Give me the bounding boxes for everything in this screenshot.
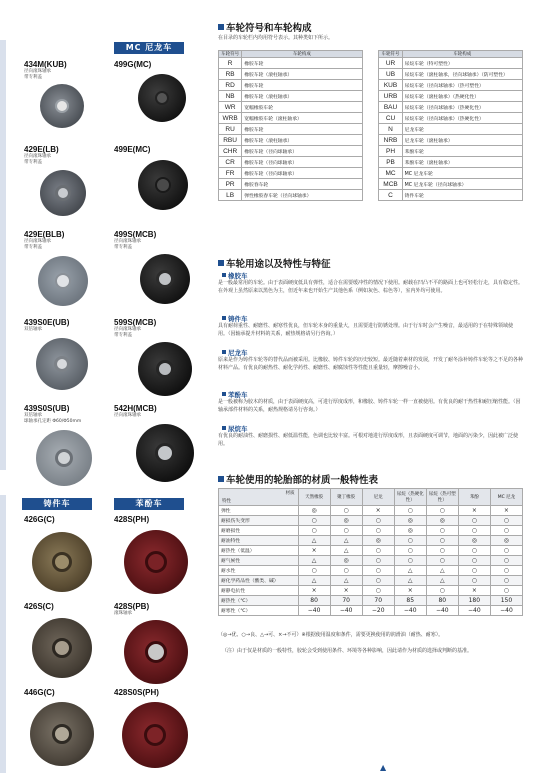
symbol-row xyxy=(219,135,523,146)
symbol-row xyxy=(219,157,523,168)
rating-cell: ○ xyxy=(426,526,458,536)
rating-cell: △ xyxy=(426,566,458,576)
usage-title xyxy=(218,256,331,270)
symbol-desc: 弹性橡胶春车轮（径向球轴承） xyxy=(242,190,362,201)
rating-cell: × xyxy=(458,586,490,596)
product-code: 599S(MCB) xyxy=(114,318,157,327)
rating-cell: ○ xyxy=(458,546,490,556)
rating-cell: ○ xyxy=(458,566,490,576)
usage-title-text: 车轮用途以及特性与特征 xyxy=(226,259,331,270)
material-row xyxy=(219,586,523,596)
product-note: 径向滚珠轴承 xyxy=(24,69,51,74)
wheel-image xyxy=(36,430,92,486)
product-code: 542H(MCB) xyxy=(114,404,157,413)
symbol-code: URB xyxy=(379,91,402,102)
symbol-desc: MC 尼龙车轮 xyxy=(402,168,522,179)
product-code: 428S(PB) xyxy=(114,602,150,611)
square-bullet-icon xyxy=(222,426,226,430)
symbol-code: NB xyxy=(219,91,242,102)
property-name: 耐磨损性 xyxy=(219,526,299,536)
material-row xyxy=(219,556,523,566)
symbol-desc: 尿烷车轮（滚柱轴承，径向球轴承）（防可塑性） xyxy=(402,69,522,80)
rating-cell: △ xyxy=(298,536,330,546)
rating-cell: 180 xyxy=(458,596,490,606)
rating-cell: ◎ xyxy=(394,516,426,526)
rating-cell: ○ xyxy=(362,556,394,566)
symbol-code: UB xyxy=(379,69,402,80)
symbol-row xyxy=(219,91,523,102)
product-note: 带专利盖 xyxy=(24,245,42,250)
rating-cell: ○ xyxy=(490,546,522,556)
product-code: 428S(PH) xyxy=(114,515,150,524)
product-499s[interactable] xyxy=(114,230,214,251)
corner-top: 材质 xyxy=(285,491,295,496)
symbol-code: RBU xyxy=(219,135,242,146)
rating-cell: ○ xyxy=(362,546,394,556)
product-code: 429E(BLB) xyxy=(24,230,65,239)
material-row xyxy=(219,516,523,526)
product-code: 499G(MC) xyxy=(114,60,152,69)
product-542h[interactable] xyxy=(114,404,214,419)
symbol-code: N xyxy=(379,124,402,135)
wheel-image xyxy=(138,160,188,210)
rating-cell: × xyxy=(298,546,330,556)
symbol-desc: 尿烷车轮（径向球轴承）（热硬化性） xyxy=(402,113,522,124)
rating-cell: × xyxy=(394,586,426,596)
usage-urethane-text: 有优良的耐油性、耐磨损性、耐低温性能，色调也比较丰富。可根对地进行厚度成形，且表面硬度可调节，地面的污染少，因此被广泛使用。 xyxy=(218,433,519,447)
symbol-desc: 苯酚车轮 xyxy=(402,146,522,157)
square-bullet-icon xyxy=(222,350,226,354)
rating-cell: ○ xyxy=(426,546,458,556)
symbol-row xyxy=(219,80,523,91)
rating-cell: × xyxy=(330,586,362,596)
symbol-desc: 宽幅橡胶车轮（滚柱轴承） xyxy=(242,113,362,124)
usage-casting-text: 具有耐荷重性、耐磨性、耐寒性优良，但车轮本身的重量大，且需要进行防锈处理。由于行车时会产生噪音，最适用的于在特殊领域使用。（因轴承提升材料的关系，耐热规格请另行咨询。） xyxy=(218,323,514,337)
rating-cell: ○ xyxy=(426,536,458,546)
product-note: 双倍轴承 xyxy=(24,413,42,418)
symbols-table xyxy=(218,50,523,201)
symbol-row xyxy=(219,190,523,201)
corner-cell xyxy=(219,489,299,506)
symbol-code: CU xyxy=(379,113,402,124)
rating-cell: ○ xyxy=(490,566,522,576)
symbol-code: RD xyxy=(219,80,242,91)
symbol-row xyxy=(219,58,523,69)
materials-title xyxy=(218,472,378,486)
usage-name: 尼龙车 xyxy=(228,349,248,357)
symbol-code: CHR xyxy=(219,146,242,157)
col-symbol: 车轮符号 xyxy=(219,51,242,58)
usage-phenolic-text: 是一般被称为胶木的材质，由于表面硬度高，可进行厚度成形，和橡胶、铸件车轮一样一直被使用。有优良的耐干热性和耐压缩性能。（因轴承部件材料的关系，耐热规格请另行咨询。） xyxy=(218,399,521,413)
rating-cell: −40 xyxy=(394,606,426,616)
rating-cell: ○ xyxy=(394,506,426,516)
rating-cell: ○ xyxy=(362,526,394,536)
usage-nylon-text: 原来是作为铸件车轮等的替代品而被采用。比橡胶、铸件车轮的历史较短。最近随着素材的发展，开发了耐冬涂补铸件车轮等之不足的各种材料产品。有优良的耐热性、耐化学药性、耐磨性、耐腐蚀性等性能且重量轻，摩擦噪音小。 xyxy=(218,357,524,371)
materials-note: （注）由于仅是材质的一般特性，胶轮会受到使用条件、环境等各种影响，因此请作为材质的选择或判断的基准。 xyxy=(222,648,473,654)
symbol-row xyxy=(219,124,523,135)
square-bullet-icon xyxy=(218,24,224,30)
usage-name: 橡胶车 xyxy=(228,272,248,280)
product-note: 径向滚珠轴承 xyxy=(114,239,141,244)
wheel-image xyxy=(40,84,84,128)
property-name: 耐损伤失变形 xyxy=(219,516,299,526)
property-name: 耐化学药品性（酸类、碱） xyxy=(219,576,299,586)
product-code: 428S0S(PH) xyxy=(114,688,159,697)
symbol-code: R xyxy=(219,58,242,69)
rating-cell: ○ xyxy=(426,506,458,516)
usage-name: 铸件车 xyxy=(228,315,248,323)
material-row xyxy=(219,536,523,546)
wheel-image xyxy=(36,338,88,390)
usage-name: 苯酚车 xyxy=(228,391,248,399)
product-499g[interactable] xyxy=(114,60,214,69)
materials-title-text: 车轮使用的轮胎部的材质一般特性表 xyxy=(226,475,379,486)
usage-rubber-text: 是一般最常用的车轮。由于表面硬度低具有弹性，适合在需要缓冲性的情况下使用。耐载在凹凸不平的路面上也可轻松行走，具有稳定性。在外观上虽然原来以黑色为主，但近年来也开始生产其他色系（例如灰色、棕色等），室内外均可使用。 xyxy=(218,280,524,294)
product-446g[interactable] xyxy=(24,688,124,697)
symbol-row xyxy=(219,102,523,113)
rating-cell: ○ xyxy=(298,566,330,576)
product-code: 499S(MCB) xyxy=(114,230,157,239)
product-426g[interactable] xyxy=(24,515,124,524)
wheel-image xyxy=(136,424,194,482)
property-name: 弹性 xyxy=(219,506,299,516)
rating-cell: ○ xyxy=(394,556,426,566)
symbol-desc: 橡胶车轮 xyxy=(242,58,362,69)
rating-cell: −40 xyxy=(426,606,458,616)
symbol-code: NRB xyxy=(379,135,402,146)
rating-cell: ◎ xyxy=(298,506,330,516)
usage-name: 尿烷车 xyxy=(228,425,248,433)
property-name: 耐气候性 xyxy=(219,556,299,566)
product-code: 434M(KUB) xyxy=(24,60,67,69)
column-gap xyxy=(362,146,379,157)
rating-cell: ◎ xyxy=(394,526,426,536)
symbol-desc: 尼龙车轮 xyxy=(402,124,522,135)
rating-cell: ○ xyxy=(490,526,522,536)
product-code: 426S(C) xyxy=(24,602,54,611)
symbol-desc: 橡胶车轮（径向球轴承） xyxy=(242,157,362,168)
product-code: 429E(LB) xyxy=(24,145,59,154)
column-gap xyxy=(362,124,379,135)
product-428s-pb[interactable] xyxy=(114,602,214,617)
product-note: 径向滚珠轴承 xyxy=(114,413,141,418)
material-column-header: 聚丁橡胶 xyxy=(330,489,362,506)
corner-left: 特性 xyxy=(222,499,231,504)
product-note: 滚珠轴承 xyxy=(114,611,132,616)
material-row xyxy=(219,596,523,606)
symbol-desc: 尼龙车轮（滚柱轴承） xyxy=(402,135,522,146)
product-434m[interactable] xyxy=(24,60,124,81)
rating-cell: × xyxy=(298,586,330,596)
product-note: 径向滚珠轴承 xyxy=(24,239,51,244)
materials-table xyxy=(218,488,523,616)
symbol-desc: 宽幅橡胶车轮 xyxy=(242,102,362,113)
rating-cell: ○ xyxy=(458,526,490,536)
material-column-header: 苯酚 xyxy=(458,489,490,506)
material-row xyxy=(219,576,523,586)
column-gap xyxy=(362,102,379,113)
symbols-title-text: 车轮符号和车轮构成 xyxy=(226,23,312,34)
symbol-desc: 橡胶车轮 xyxy=(242,124,362,135)
product-code: 446G(C) xyxy=(24,688,55,697)
symbol-row xyxy=(219,69,523,80)
product-439s0s[interactable] xyxy=(24,404,124,425)
symbol-code: UR xyxy=(379,58,402,69)
rating-cell: ○ xyxy=(490,516,522,526)
rating-cell: △ xyxy=(330,536,362,546)
rating-cell: −40 xyxy=(298,606,330,616)
square-bullet-icon xyxy=(218,476,224,482)
material-column-header: 尿烷（热可塑性） xyxy=(426,489,458,506)
rating-cell: △ xyxy=(298,576,330,586)
material-row xyxy=(219,526,523,536)
product-note: 径向滚珠轴承 xyxy=(114,327,141,332)
rating-cell: ○ xyxy=(426,556,458,566)
mc-nylon-header: MC 尼龙车 xyxy=(114,42,184,54)
page-mark-icon: ▲ xyxy=(380,763,387,772)
column-gap xyxy=(362,135,379,146)
rating-cell: −40 xyxy=(490,606,522,616)
wheel-image xyxy=(138,74,186,122)
product-428s-ph[interactable] xyxy=(114,515,214,524)
symbol-desc: 尿烷车轮（特可塑性） xyxy=(402,58,522,69)
symbol-desc: 尿烷车轮（径向球轴承）（热硬化性） xyxy=(402,102,522,113)
property-name: 耐热性（℃） xyxy=(219,596,299,606)
symbol-desc: MC 尼龙车轮（径向球轴承） xyxy=(402,179,522,190)
materials-legend: （◎→优、○→良、△→可、×→不可）※根据使用温度和条件，需要更换使用的润滑油（耐热、耐寒）。 xyxy=(218,632,444,638)
rating-cell: ○ xyxy=(490,556,522,566)
rating-cell: ○ xyxy=(458,516,490,526)
material-row xyxy=(219,566,523,576)
property-name: 耐热性（低温） xyxy=(219,546,299,556)
rating-cell: ◎ xyxy=(330,556,362,566)
symbol-desc: 铸件车轮 xyxy=(402,190,522,201)
symbol-code: C xyxy=(379,190,402,201)
material-column-header: 尿烷（热硬化性） xyxy=(394,489,426,506)
column-gap xyxy=(362,91,379,102)
product-426s[interactable] xyxy=(24,602,124,611)
rating-cell: △ xyxy=(330,546,362,556)
rating-cell: ○ xyxy=(394,536,426,546)
rating-cell: ○ xyxy=(490,576,522,586)
rating-cell: ○ xyxy=(394,546,426,556)
product-note: 双倍轴承 xyxy=(24,327,42,332)
column-gap xyxy=(362,113,379,124)
product-note: 带专利盖 xyxy=(24,160,42,165)
rating-cell: ◎ xyxy=(490,536,522,546)
symbol-code: LB xyxy=(219,190,242,201)
material-row xyxy=(219,606,523,616)
symbol-desc: 苯酚车轮（滚柱轴承） xyxy=(402,157,522,168)
rating-cell: ○ xyxy=(458,576,490,586)
symbol-code: WRB xyxy=(219,113,242,124)
rating-cell: ◎ xyxy=(330,516,362,526)
material-row xyxy=(219,506,523,516)
product-code: 439S0S(UB) xyxy=(24,404,70,413)
rating-cell: 150 xyxy=(490,596,522,606)
wheel-image xyxy=(138,342,192,396)
product-599s[interactable] xyxy=(114,318,214,339)
wheel-image xyxy=(32,618,92,678)
rating-cell: ◎ xyxy=(458,536,490,546)
material-column-header: 尼龙 xyxy=(362,489,394,506)
product-429e-lb[interactable] xyxy=(24,145,124,166)
rating-cell: 80 xyxy=(298,596,330,606)
wheel-image xyxy=(40,170,86,216)
rating-cell: ○ xyxy=(330,566,362,576)
rating-cell: × xyxy=(362,506,394,516)
property-name: 耐油特性 xyxy=(219,536,299,546)
symbols-title xyxy=(218,20,312,34)
rating-cell: ○ xyxy=(426,586,458,596)
rating-cell: ○ xyxy=(362,566,394,576)
rating-cell: ◎ xyxy=(426,516,458,526)
wheel-image xyxy=(32,532,92,592)
rating-cell: ○ xyxy=(362,516,394,526)
product-428s0s[interactable] xyxy=(114,688,214,697)
symbol-code: WR xyxy=(219,102,242,113)
material-row xyxy=(219,546,523,556)
rating-cell: −40 xyxy=(458,606,490,616)
wheel-image xyxy=(124,620,188,684)
symbol-code: MC xyxy=(379,168,402,179)
column-gap xyxy=(362,80,379,91)
square-bullet-icon xyxy=(222,316,226,320)
symbol-code: FR xyxy=(219,168,242,179)
column-gap xyxy=(362,168,379,179)
square-bullet-icon xyxy=(222,273,226,277)
product-499e[interactable] xyxy=(114,145,214,154)
symbol-row xyxy=(219,113,523,124)
symbol-row xyxy=(219,168,523,179)
column-gap xyxy=(362,190,379,201)
symbol-desc: 橡胶车轮（径向球轴承） xyxy=(242,168,362,179)
rating-cell: × xyxy=(490,506,522,516)
rating-cell: △ xyxy=(426,576,458,586)
symbol-code: MCB xyxy=(379,179,402,190)
side-strip-lower xyxy=(0,495,6,773)
product-code: 499E(MC) xyxy=(114,145,151,154)
symbol-code: RB xyxy=(219,69,242,80)
symbol-desc: 橡胶车轮（滚柱轴承） xyxy=(242,69,362,80)
symbol-desc: 橡胶车轮（径向球轴承） xyxy=(242,146,362,157)
rating-cell: 70 xyxy=(330,596,362,606)
symbol-row xyxy=(219,146,523,157)
column-gap xyxy=(362,58,379,69)
rating-cell: ○ xyxy=(298,516,330,526)
material-column-header: 天然橡胶 xyxy=(298,489,330,506)
column-gap xyxy=(362,157,379,168)
symbol-code: KUB xyxy=(379,80,402,91)
product-note: 带专利盖 xyxy=(24,75,42,80)
product-code: 439S0E(UB) xyxy=(24,318,70,327)
symbols-intro: 在目录的车轮栏内均用符号表示。其种类如下所示。 xyxy=(218,35,334,41)
product-note: 径向滚珠轴承 xyxy=(24,154,51,159)
property-name: 耐水性 xyxy=(219,566,299,576)
phenolic-header: 苯酚车 xyxy=(114,498,184,510)
property-name: 耐静电抗性 xyxy=(219,586,299,596)
casting-header: 铸件车 xyxy=(22,498,92,510)
wheel-image xyxy=(38,256,88,306)
property-name: 耐寒性（℃） xyxy=(219,606,299,616)
wheel-image xyxy=(122,702,188,768)
symbol-desc: 橡胶车轮（滚柱轴承） xyxy=(242,91,362,102)
rating-cell: −40 xyxy=(330,606,362,616)
symbol-desc: 橡胶车轮（滚柱轴承） xyxy=(242,135,362,146)
wheel-image xyxy=(124,530,188,594)
symbol-row xyxy=(219,179,523,190)
rating-cell: △ xyxy=(394,566,426,576)
symbol-desc: 尿烷车轮（滚柱轴承）（热硬化性） xyxy=(402,91,522,102)
col-desc: 车轮构成 xyxy=(402,51,522,58)
rating-cell: ○ xyxy=(330,506,362,516)
col-symbol: 车轮符号 xyxy=(379,51,402,58)
rating-cell: ○ xyxy=(362,586,394,596)
product-note: 带专利盖 xyxy=(114,333,132,338)
symbol-code: PB xyxy=(379,157,402,168)
product-note: 带专利盖 xyxy=(114,245,132,250)
square-bullet-icon xyxy=(222,392,226,396)
column-gap xyxy=(362,179,379,190)
symbol-code: RU xyxy=(219,124,242,135)
rating-cell: ○ xyxy=(298,526,330,536)
symbol-code: PH xyxy=(379,146,402,157)
wheel-image xyxy=(30,702,94,766)
rating-cell: 70 xyxy=(362,596,394,606)
product-429e-blb[interactable] xyxy=(24,230,124,251)
rating-cell: ◎ xyxy=(362,536,394,546)
symbol-desc: 橡胶车轮 xyxy=(242,80,362,91)
rating-cell: 80 xyxy=(426,596,458,606)
rating-cell: △ xyxy=(394,576,426,586)
rating-cell: ○ xyxy=(458,556,490,566)
symbol-code: CR xyxy=(219,157,242,168)
column-gap xyxy=(362,69,379,80)
symbol-code: BAU xyxy=(379,102,402,113)
rating-cell: ○ xyxy=(362,576,394,586)
rating-cell: △ xyxy=(298,556,330,566)
rating-cell: −20 xyxy=(362,606,394,616)
product-code: 426G(C) xyxy=(24,515,55,524)
rating-cell: × xyxy=(458,506,490,516)
side-strip xyxy=(0,40,6,470)
rating-cell: ○ xyxy=(490,586,522,596)
col-desc: 车轮构成 xyxy=(242,51,362,58)
rating-cell: 85 xyxy=(394,596,426,606)
symbol-desc: 尿烷车轮（径向球轴承）（热可塑性） xyxy=(402,80,522,91)
symbol-code: PR xyxy=(219,179,242,190)
square-bullet-icon xyxy=(218,260,224,266)
product-note: 球轴承孔定距 Φ60/Φ50mm xyxy=(24,419,82,424)
wheel-image xyxy=(140,254,190,304)
rating-cell: ○ xyxy=(330,526,362,536)
rating-cell: △ xyxy=(330,576,362,586)
symbol-desc: 橡胶春车轮 xyxy=(242,179,362,190)
product-439s0e[interactable] xyxy=(24,318,124,333)
material-column-header: MC 尼龙 xyxy=(490,489,522,506)
